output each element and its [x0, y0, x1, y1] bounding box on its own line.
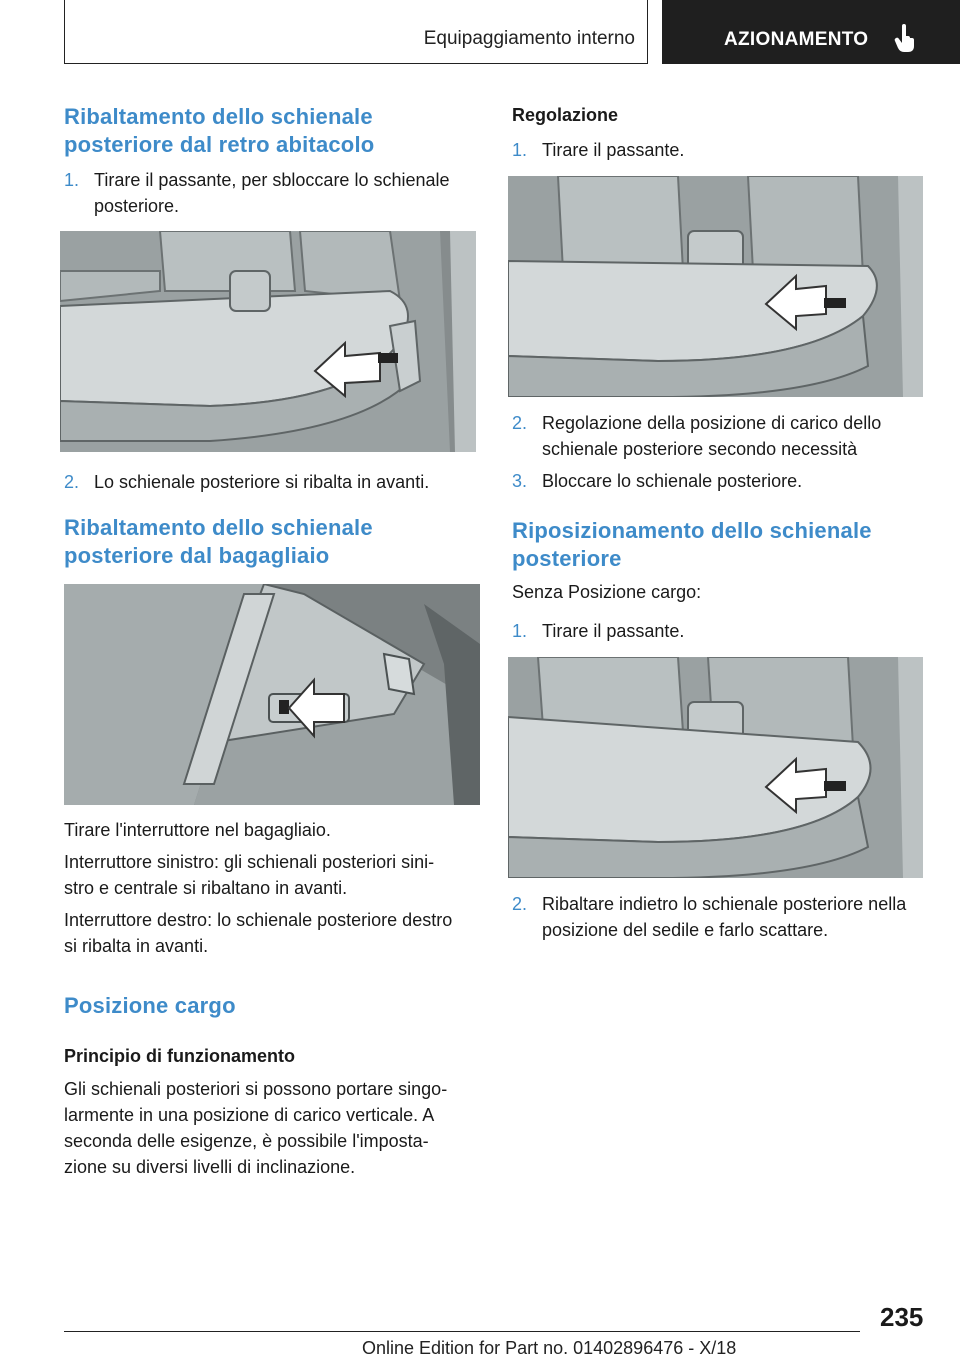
paragraph: Interruttore sinistro: gli schienali posteriori sini- stro e centrale si ribaltano in avanti. — [64, 852, 435, 898]
header-section-box — [64, 0, 648, 64]
step-number: 3. — [512, 471, 528, 491]
footer-divider — [64, 1331, 860, 1332]
step-text: Bloccare lo schienale posteriore. — [542, 471, 803, 491]
seat-strap-illustration — [508, 176, 923, 397]
heading-cargo-position: Posizione cargo — [64, 993, 236, 1018]
pointing-hand-icon — [894, 24, 916, 54]
paragraph: Interruttore destro: lo schienale posteriore destro si ribalta in avanti. — [64, 910, 453, 956]
step-text: Tirare il passante. — [542, 621, 685, 641]
step-number: 1. — [64, 170, 80, 190]
chapter-title: AZIONAMENTO — [724, 29, 869, 50]
subheading-function-principle: Principio di funzionamento — [64, 1046, 295, 1066]
section-title: Equipaggiamento interno — [423, 28, 635, 49]
step-number: 1. — [512, 621, 528, 641]
seat-illustration — [60, 231, 476, 452]
seat-return-illustration — [508, 657, 923, 878]
step-number: 2. — [512, 894, 528, 914]
header-chapter-tab — [662, 0, 960, 64]
heading-rear-tilt: Ribaltamento dello schienale posteriore dal retro abitacolo — [64, 104, 375, 157]
step-text: Regolazione della posizione di carico dello schienale posteriore secondo necessità — [542, 413, 882, 459]
heading-trunk-tilt: Ribaltamento dello schienale posteriore dal bagagliaio — [64, 515, 373, 568]
paragraph: Tirare l'interruttore nel bagagliaio. — [64, 820, 331, 840]
step-text: Tirare il passante. — [542, 140, 685, 160]
subheading-adjustment: Regolazione — [512, 105, 619, 125]
paragraph: Gli schienali posteriori si possono portare singo- larmente in una posizione di carico verticale. A seconda delle esigenze, è possibile l'imposta- zione su diversi livelli di inclinazione. — [64, 1079, 448, 1177]
step-number: 2. — [512, 413, 528, 433]
footer-edition: Online Edition for Part no. 01402896476 - X/18 — [362, 1338, 737, 1358]
intro-text: Senza Posizione cargo: — [512, 582, 702, 602]
page-number: 235 — [880, 1302, 924, 1332]
step-text: Tirare il passante, per sbloccare lo schienale posteriore. — [94, 170, 450, 216]
heading-repositioning: Riposizionamento dello schienale posteriore — [512, 518, 872, 571]
step-text: Ribaltare indietro lo schienale posteriore nella posizione del sedile e farlo scattare. — [542, 894, 907, 940]
step-text: Lo schienale posteriore si ribalta in avanti. — [94, 472, 430, 492]
step-number: 1. — [512, 140, 528, 160]
trunk-switch-illustration — [64, 584, 480, 805]
step-number: 2. — [64, 472, 80, 492]
